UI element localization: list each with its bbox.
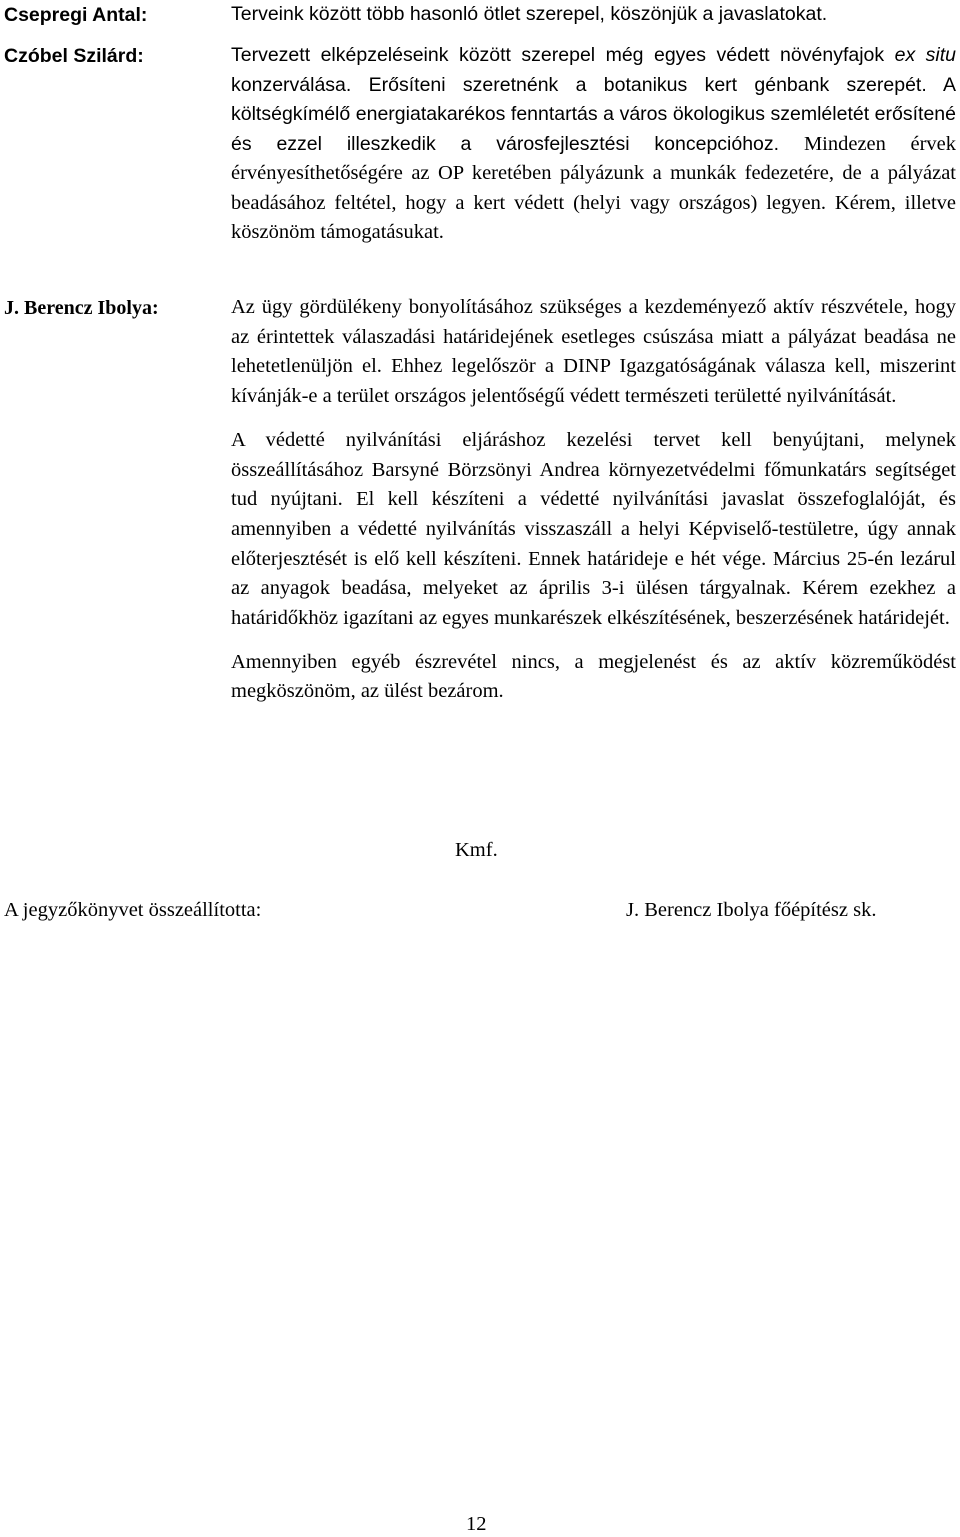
entry-body — [231, 293, 956, 707]
page-number: 12 — [466, 1513, 487, 1535]
paragraph-text: konzerválása. Erősíteni szeretnénk a botanikus kert génbank szerepét. A költségkímélő energiatakarékos fenntartás a város ökologikus szemléletét erősítené és ezzel illeszkedik a városfejlesztési koncepcióhoz. — [231, 73, 956, 155]
italic-term: ex situ — [894, 44, 956, 66]
compiled-by-label: A jegyzőkönyvet összeállította: — [4, 899, 262, 921]
kmf-label: Kmf. — [455, 839, 498, 861]
paragraph: Terveink között több hasonló ötlet szerepel, köszönjük a javaslatokat. — [231, 3, 828, 25]
entry-body — [231, 0, 956, 30]
entry-body — [231, 41, 956, 248]
paragraph: Az ügy gördülékeny bonyolításához szükséges a kezdeményező aktív részvétele, hogy az érintettek válaszadási határidejének esetleges csúszása miatt a pályázat beadása ne lehetetlenüljön el. Ehhez legelőször a DINP Igazgatóságának válasza kell, miszerint kívánják-e a terület országos jelentőségű védett természeti területté nyilvánítását. — [231, 296, 956, 408]
paragraph — [231, 41, 956, 248]
speaker-name: J. Berencz Ibolya: — [4, 297, 159, 319]
paragraph-text: Mindezen érvek érvényesíthetőségére az OP keretében pályázunk a munkák fedezetére, de a pályázat beadásához feltétel, hogy a kert védett (helyi vagy országos) legyen. Kérem, illetve köszönöm támogatásukat. — [231, 132, 956, 243]
paragraph: Amennyiben egyéb észrevétel nincs, a megjelenést és az aktív közreműködést megköszönöm, az ülést bezárom. — [231, 650, 956, 703]
paragraph: A védetté nyilvánítási eljáráshoz kezelési tervet kell benyújtani, melynek összeállításához Barsyné Börzsönyi Andrea környezetvédelmi főmunkatárs segítséget tud nyújtani. El kell készíteni a védetté nyilvánítási javaslat összefoglalóját, és amennyiben a védetté nyilvánítás visszaszáll a helyi Képviselő-testületre, úgy annak előterjesztését is elő kell készíteni. Ennek határideje e hét vége. Március 25-én lezárul az anyagok beadása, melyeket az április 3-i ülésen tárgyalnak. Kérem ezekhez a határidőkhöz igazítani az egyes munkarészek elkészítésének, beszerzésének határidejét. — [231, 428, 956, 630]
paragraph-text: Tervezett elképzeléseink között szerepel még egyes védett növényfajok — [231, 44, 895, 66]
speaker-name: Csepregi Antal: — [4, 4, 148, 26]
signatory-name: J. Berencz Ibolya főépítész sk. — [626, 899, 877, 921]
speaker-name: Czóbel Szilárd: — [4, 45, 144, 67]
